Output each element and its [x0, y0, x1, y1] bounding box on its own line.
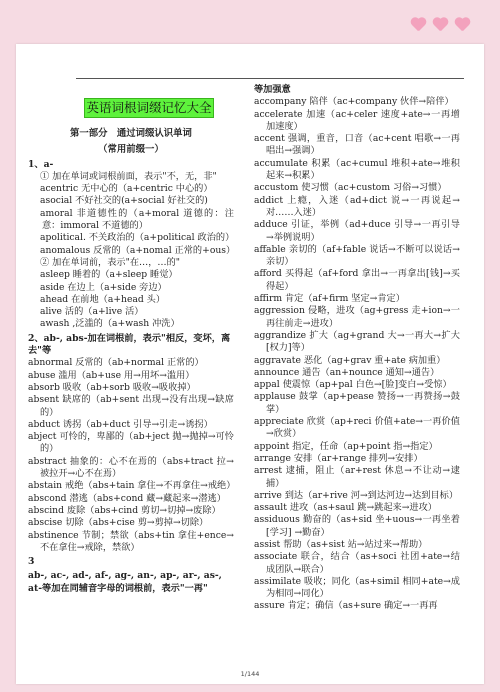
entry-line: asleep 睡着的（a+sleep 睡觉） — [40, 269, 178, 281]
entry-line: affirm 肯定（af+firm 坚定→肯定） — [254, 293, 405, 305]
heart-icon — [410, 18, 426, 32]
section-a-entries — [28, 171, 234, 331]
section-a-heading: 1、a- — [28, 158, 54, 170]
entry-line: accompany 陪伴（ac+company 伙伴→陪伴） — [254, 96, 454, 108]
entry-line: appoint 指定，任命（ap+point 指→指定） — [254, 440, 438, 452]
entry-line: arrange 安排（ar+range 排列→安排） — [254, 452, 423, 464]
entry-line: alive 活的（a+live 活） — [40, 306, 144, 318]
entry-line: aggravate 恶化（ag+grav 重+ate 病加重） — [254, 354, 446, 366]
entry-line: aggression 侵略，进攻（ag+gress 走+ion→一再往前走→进攻） — [254, 305, 460, 329]
entry-line: amoral 非道德性的（a+moral 道德的：注意：immoral 不道德的） — [40, 207, 234, 232]
entry-line: assist 帮助（as+sist 站→站过来→帮助） — [254, 538, 428, 550]
entry-line: absent 缺席的（ab+sent 出现→没有出现→缺席的） — [28, 394, 234, 418]
entry-line: abstract 抽象的：心不在焉的（abs+tract 拉→被拉开→心不在焉） — [28, 455, 234, 480]
entry-line: ① 加在单词或词根前面，表示"不，无，非" — [40, 170, 217, 182]
heart-decorations — [410, 18, 470, 32]
entry-line: arrive 到达（ar+rive 河→到达河边→达到目标） — [254, 489, 459, 501]
entry-line: accent 强调，重音，口音（ac+cent 唱歌→一再唱出→强调） — [254, 133, 460, 157]
heart-icon — [432, 18, 448, 32]
entry-line: abscind 废除（abs+cind 剪切→切掉→废除） — [28, 504, 221, 516]
entry-line: adduce 引证，举例（ad+duce 引导→一再引导→举例说明） — [254, 219, 460, 243]
entry-line: apolitical. 不关政治的（a+political 政治的） — [40, 232, 235, 244]
page-number: 1/144 — [240, 670, 260, 678]
entry-line: assure 肯定；确信（as+sure 确定→一再再 — [254, 600, 438, 612]
entry-line: addict 上瘾，入迷（ad+dict 说→一再说起→对……入迷） — [254, 194, 460, 218]
entry-line: associate 联合，结合（as+soci 社团+ate→结成团队→联合） — [254, 551, 460, 575]
section-ab-entries — [28, 357, 234, 554]
entry-line: accumulate 积累（ac+cumul 堆积+ate→堆积起来→积累） — [254, 157, 460, 182]
entry-line: anomalous 反常的（a+nomal 正常的+ous） — [40, 244, 236, 256]
entry-line: assault 进攻（as+saul 跳→跳起来→进攻） — [254, 502, 437, 514]
entry-line: abduct 诱拐（ab+duct 引导→引走→诱拐） — [28, 418, 213, 430]
entry-line: affable 亲切的（af+fable 说话→不断可以说话→亲切） — [254, 243, 460, 268]
entry-line: abstain 戒绝（abs+tain 拿住→不再拿住→戒绝） — [28, 480, 236, 492]
entry-line: appreciate 欣赏（ap+reci 价值+ate→一再价值→欣赏） — [254, 416, 460, 440]
document-page — [16, 44, 484, 684]
entry-line: ahead 在前地（a+head 头） — [40, 293, 166, 305]
entry-line: assiduous 勤奋的（as+sid 坐+uous→一再坐着[学习] →勤奋） — [254, 514, 460, 538]
right-column — [254, 82, 460, 613]
part-heading: 第一部分 通过词缀认识单词 — [70, 128, 192, 139]
document-title: 英语词根词缀记忆大全 — [84, 98, 214, 118]
entry-line: abuse 滥用（ab+use 用→用坏→滥用） — [28, 369, 195, 381]
header-rule — [76, 78, 464, 79]
entry-line: abnormal 反常的（ab+normal 正常的） — [28, 357, 204, 369]
entry-line: abscise 切除（abs+cise 剪→剪掉→切除） — [28, 517, 209, 529]
section-3-entries — [254, 96, 460, 612]
entry-line: accelerate 加速（ac+celer 速度+ate→一再增加速度） — [254, 108, 460, 132]
entry-line: assimilate 吸收；同化（as+simil 相同+ate→成为相同→同化） — [254, 575, 460, 600]
entry-line: afford 买得起（af+ford 拿出→一再拿出[钱]→买得起） — [254, 268, 460, 292]
section-3-number: 3 — [28, 556, 35, 568]
entry-line: aside 在边上（a+side 旁边） — [40, 281, 167, 293]
entry-line: asocial 不好社交的(a+social 好社交的) — [40, 195, 208, 207]
entry-line: arrest 逮捕，阻止（ar+rest 休息→不让动→逮捕） — [254, 465, 460, 489]
entry-line: ② 加在单词前，表示"在…，…的" — [40, 256, 180, 268]
right-heading: 等加强意 — [254, 84, 291, 95]
entry-line: abscond 潜逃（abs+cond 藏→藏起来→潜逃） — [28, 492, 226, 504]
section-3-heading: ab-, ac-, ad-, af-, ag-, an-, ap-, ar-, as-, at-等加在同辅音字母的词根前，表示"一再" — [28, 570, 222, 594]
entry-line: abstinence 节制；禁欲（abs+tin 拿住+ence→不在拿住→戒除，禁欲） — [28, 529, 234, 553]
entry-line: appal 使震惊（ap+pal 白色→[脸]变白→受惊） — [254, 379, 452, 391]
part-subheading: （常用前缀一） — [98, 144, 164, 156]
heart-icon — [454, 18, 470, 32]
entry-line: announce 通告（an+nounce 通知→通告） — [254, 366, 440, 378]
section-ab-heading: 2、ab-, abs-加在词根前，表示"相反，变坏，离去"等 — [28, 332, 231, 357]
left-column — [28, 82, 234, 595]
entry-line: absorb 吸收（ab+sorb 吸收→吸收掉） — [28, 381, 196, 393]
entry-line: awash ,泛滥的（a+wash 冲洗） — [40, 318, 180, 330]
entry-line: applause 鼓掌（ap+pease 赞扬→一再赞扬→鼓掌） — [254, 391, 460, 415]
entry-line: abject 可怜的，卑鄙的（ab+ject 抛→抛掉→可怜的） — [28, 431, 234, 455]
entry-line: accustom 使习惯（ac+custom 习俗→习惯） — [254, 182, 447, 194]
entry-line: acentric 无中心的（a+centric 中心的） — [40, 183, 213, 195]
entry-line: aggrandize 扩大（ag+grand 大→一再大→扩大[权力]等） — [254, 329, 460, 354]
